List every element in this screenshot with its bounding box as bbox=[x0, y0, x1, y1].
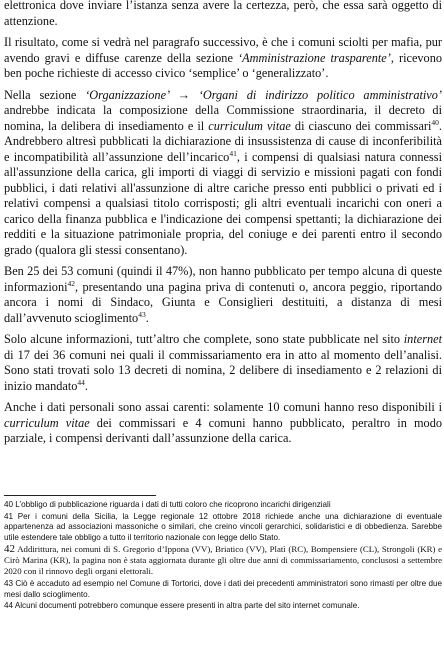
footnote-text: Per i comuni della Sicilia, la Legge regionale 12 ottobre 2018 richiede anche una dichiarazione di eventuale appartenenza ad associazioni massoniche o similari, che creino vincoli gerarchici, solidaristici e di obbedienza. Sarebbe utile estendere tale obbligo a tutto il territorio nazionale con legge dello Stato. bbox=[4, 511, 442, 542]
text-run: di ciascuno dei commissari bbox=[290, 118, 432, 133]
italic-text: curriculum vitae bbox=[208, 118, 291, 133]
text-run: andrebbe indicata la composizione della Commissione straordinaria, il decreto di nomina, la delibera di insediamento e il bbox=[4, 103, 442, 133]
paragraph bbox=[4, 0, 442, 29]
footnote-number: 43 bbox=[4, 579, 14, 589]
footnote-separator bbox=[4, 495, 156, 496]
footnote-43 bbox=[4, 579, 442, 600]
footnote-41 bbox=[4, 512, 442, 544]
text-run: , ricevono ben poche richieste di accesso civico ‘semplice’ o ‘generalizzato’. bbox=[4, 50, 442, 80]
text-run: dei commissari e 4 comuni hanno pubblicato, peraltro in modo parziale, i compensi derivanti dall’assunzione della carica. bbox=[4, 415, 442, 445]
text-run: Nella sezione bbox=[4, 87, 86, 102]
footnote-number: 42 bbox=[4, 543, 15, 556]
footnote-text: Ciò è accaduto ad esempio nel Comune di Tortorici, dove i dati dei precedenti amministratori sono rimasti per oltre due mesi dallo scioglimento. bbox=[4, 579, 443, 599]
paragraph bbox=[4, 332, 442, 394]
text-run: . bbox=[145, 310, 149, 325]
footnote-44 bbox=[4, 601, 442, 612]
paragraph bbox=[4, 35, 442, 82]
footnote-ref: 42 bbox=[67, 278, 76, 288]
footnote-text: Addirittura, nei comuni di S. Gregorio d’Ippona (VV), Briatico (VV), Platì (RC), Bompensiere (CL), Strongoli (KR) e Cirò Marina (KR), la pagina non è stata aggiornata durante gli oltre due anni di commissariamento, conclusosi a settembre 2020 con il rinnovo degli organi elettorali. bbox=[4, 544, 442, 577]
paragraph bbox=[4, 88, 442, 259]
footnote-number: 41 bbox=[4, 511, 14, 521]
paragraph bbox=[4, 400, 442, 447]
text-run: , i compensi di qualsiasi natura connessi all'assunzione della carica, gli importi di viaggi di servizio e missioni pagati con fondi pubblici, i dati relativi all'assunzione di altre cariche presso enti pubblici o privati ed i relativi compensi a qualsiasi titolo corrisposti; gli altri eventuali incarichi con oneri a carico della finanza pubblica e l'indicazione dei compensi spettanti; la dichiarazione dei redditi e la situazione patrimoniale propria, del coniuge e dei parenti entro il secondo grado (qualora gli stessi consentano). bbox=[4, 149, 442, 257]
text-run: Anche i dati personali sono assai carenti: solamente 10 comuni hanno reso disponibili i bbox=[4, 400, 442, 414]
body-text bbox=[4, 0, 442, 453]
footnote-ref: 43 bbox=[138, 309, 146, 319]
italic-text: curriculum vitae bbox=[4, 415, 90, 430]
text-run: elettronica dove inviare l’istanza senza avere la certezza, però, che essa sarà oggetto di attenzione. bbox=[4, 0, 442, 28]
footnotes bbox=[4, 500, 442, 613]
footnote-40 bbox=[4, 500, 442, 511]
italic-text: ‘Amministrazione trasparente’ bbox=[237, 50, 391, 65]
footnote-number: 44 bbox=[4, 601, 14, 611]
footnote-text: Alcuni documenti potrebbero comunque essere presenti in altra parte del sito internet comunale. bbox=[14, 601, 360, 611]
text-run: . Andrebbero altresì pubblicati la dichiarazione di insussistenza di cause di inconferibilità e incompatibilità all’assunzione dell’incarico bbox=[4, 118, 442, 164]
footnote-42 bbox=[4, 544, 442, 577]
italic-text: ‘Organizzazione’ → ‘Organi di indirizzo politico amministrativo’ bbox=[85, 87, 442, 102]
footnote-ref: 41 bbox=[229, 148, 237, 158]
footnote-ref: 40 bbox=[431, 117, 439, 127]
footnote-number: 40 bbox=[4, 500, 14, 509]
italic-text: internet bbox=[403, 332, 442, 346]
text-run: Ben 25 dei 53 comuni (quindi il 47%), non hanno pubblicato per tempo alcuna di queste informazioni bbox=[4, 264, 442, 294]
text-run: Solo alcune informazioni, tutt’altro che complete, sono state pubblicate nel sito bbox=[4, 332, 404, 346]
footnote-ref: 44 bbox=[77, 377, 85, 387]
footnote-text: L’obbligo di pubblicazione riguarda i dati di tutti coloro che ricoprono incarichi dirigenziali bbox=[15, 500, 331, 509]
paragraph bbox=[4, 264, 442, 326]
text-run: , presentando una pagina priva di contenuti o, ancora peggio, riportando ancora i nomi di Sindaco, Giunta e Consiglieri destituiti, a distanza di mesi dall’avvenuto scioglimento bbox=[4, 279, 442, 325]
text-run: . bbox=[84, 378, 88, 393]
text-run: di 17 dei 36 comuni nei quali il commissariamento era in atto al momento dell’analisi. Sono stati trovati solo 13 decreti di nomina, 2 delibere di insediamento e 2 relazioni di inizio mandato bbox=[4, 347, 442, 393]
text-run: Il risultato, come si vedrà nel paragrafo successivo, è che i comuni sciolti per mafia, pur avendo gravi e diffuse carenze della sezione bbox=[4, 35, 442, 65]
